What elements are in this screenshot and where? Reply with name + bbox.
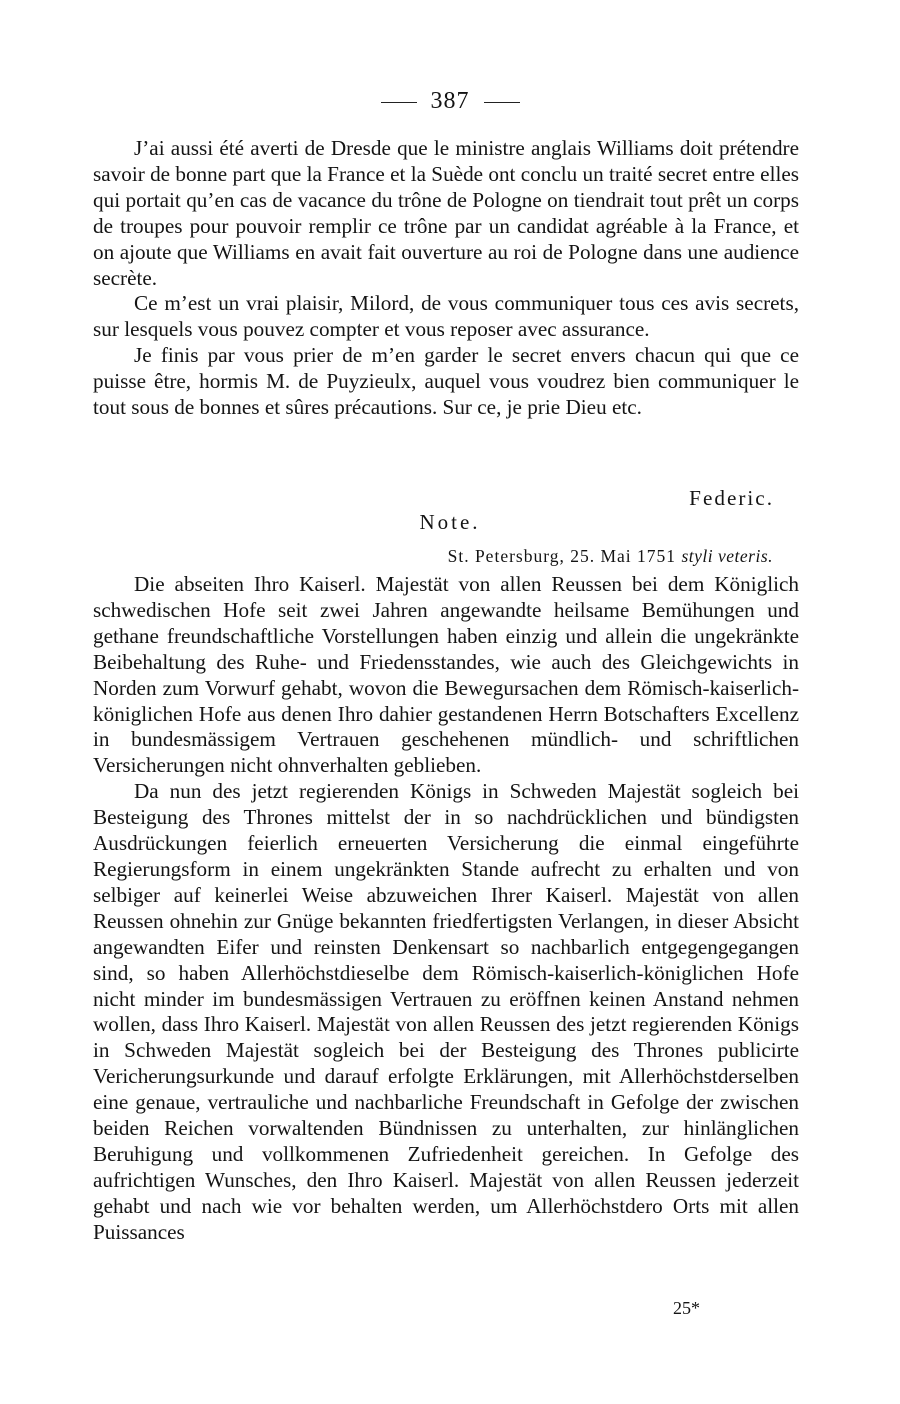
note-place-date: St. Petersburg, 25. Mai 1751 [447, 546, 677, 566]
page-number: 387 [430, 88, 470, 114]
note-paragraph: Die abseiten Ihro Kaiserl. Majestät von allen Reussen bei dem Königlich schwedischen Hofe seit zwei Jahren angewandte heilsame Bemühungen und gethane freundschaftliche Vorstellungen haben einzig und allein die ungekränkte Beibehaltung des Ruhe- und Friedensstandes, wie auch des Gleichgewichts in Norden zum Vorwurf gehabt, wovon die Bewegursachen dem Römisch-kaiserlich-königlichen Hofe aus denen Ihro dahier gestandenen Herrn Botschafters Excellenz in bundesmässigem Vertrauen geschehenen mündlich- und schriftlichen Versicherungen nicht ohnverhalten geblieben. [93, 572, 799, 778]
note-date-style: styli veteris. [681, 546, 773, 566]
signature-mark: 25* [673, 1298, 700, 1318]
note-paragraph: Da nun des jetzt regierenden Königs in Schweden Majestät sogleich bei Besteigung des Thrones mittelst der in so nachdrücklichen und bündigsten Ausdrückungen feierlich erneuerten Versicherung die einmal eingeführte Regierungsform in einem ungekränkten Stande aufrecht zu erhalten und von selbiger auf keinerlei Weise abzuweichen Ihrer Kaiserl. Majestät von allen Reussen ohnehin zur Gnüge bekannten friedfertigsten Verlangen, in dieser Absicht angewandten Eifer und reinsten Denkensart so nachbarlich entgegengegangen sind, so haben Allerhöchstdieselbe dem Römisch-kaiserlich-königlichen Hofe nicht minder im bundesmässigen Vertrauen zu eröffnen keinen Anstand nehmen wollen, dass Ihro Kaiserl. Majestät von allen Reussen des jetzt regierenden Königs in Schweden Majestät sogleich bei der Besteigung des Thrones publicirte Vericherungsurkunde und darauf erfolgte Erklärungen, mit Allerhöchstderselben eine genaue, vertrauliche und nachbarliche Freundschaft in Gefolge der zwischen beiden Reichen vorwaltenden Bündnissen zu unterhalten, zur hinlänglichen Beruhigung und vollkommenen Zufriedenheit gereichen. In Gefolge des aufrichtigen Wunsches, den Ihro Kaiserl. Majestät von allen Reussen jederzeit gehabt und nach wie vor behalten werden, um Allerhöchstdero Orts mit allen Puissances [93, 779, 799, 1244]
note-text [93, 572, 799, 1246]
note-heading: Note. [419, 510, 481, 534]
note-dateline [448, 546, 773, 567]
page-number-header [0, 88, 900, 115]
letter-paragraph: Je finis par vous prier de m’en garder le secret envers chacun qui que ce puisse être, hormis M. de Puyzieulx, auquel vous voudrez bien communiquer le tout sous de bonnes et sûres précautions. Sur ce, je prie Dieu etc. [93, 343, 799, 420]
left-rule [381, 102, 417, 103]
letter-text [93, 136, 799, 421]
letter-paragraph: J’ai aussi été averti de Dresde que le ministre anglais Williams doit prétendre savoir de bonne part que la France et la Suède ont conclu un traité secret entre elles qui portait qu’en cas de vacance du trône de Pologne on tiendrait tout prêt un corps de troupes pour pouvoir remplir ce trône par un candidat agréable à la France, et on ajoute que Williams en avait fait ouverture au roi de Pologne dans une audience secrète. [93, 136, 799, 290]
letter-signature: Federic. [689, 486, 774, 510]
right-rule [484, 102, 520, 103]
letter-paragraph: Ce m’est un vrai plaisir, Milord, de vous communiquer tous ces avis secrets, sur lesquels vous pouvez compter et vous reposer avec assurance. [93, 291, 799, 342]
